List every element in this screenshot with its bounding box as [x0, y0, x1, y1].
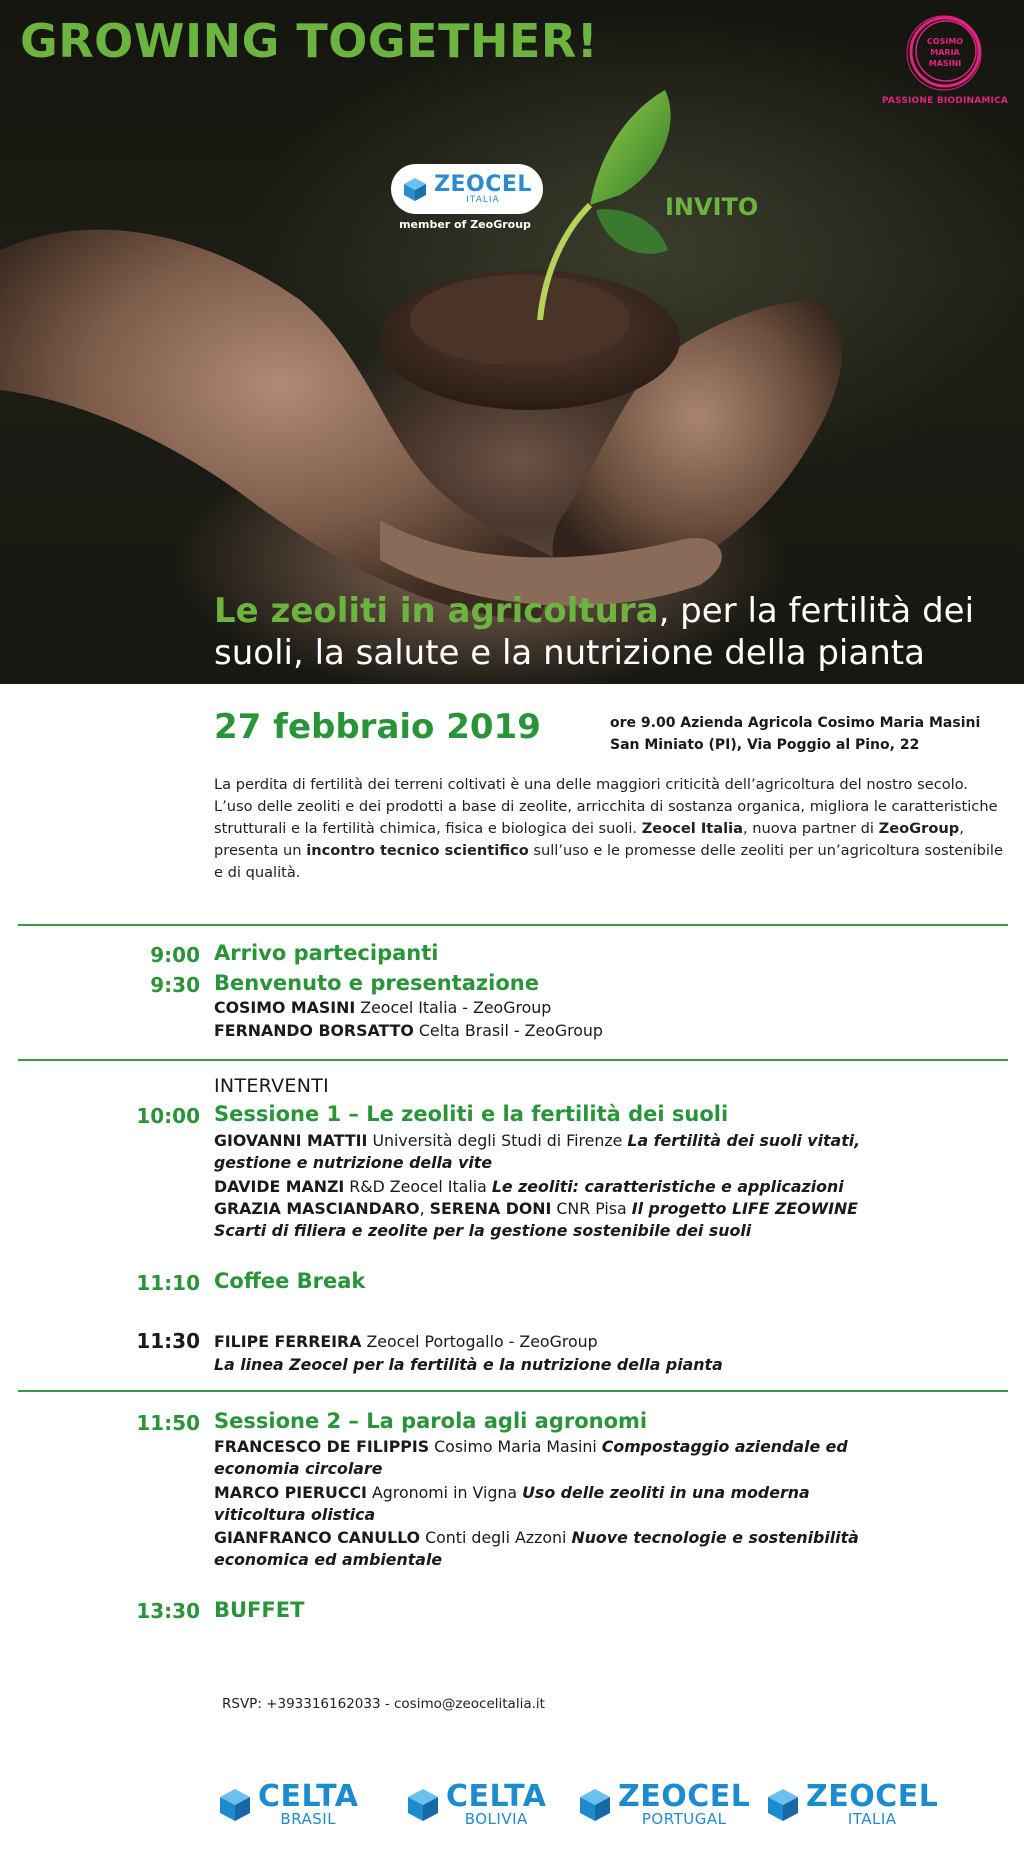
divider [18, 1390, 1008, 1392]
headline-growing-together: GROWING TOGETHER! [20, 14, 599, 68]
agenda-sessione-2: Sessione 2 – La parola agli agronomi [214, 1409, 648, 1433]
cube-icon [402, 176, 428, 202]
talk-title: La fertilità dei suoli vitati, [627, 1131, 861, 1150]
speaker-org: R&D Zeocel Italia [344, 1177, 492, 1196]
talk-title: economia circolare [214, 1459, 383, 1478]
time-1330: 13:30 [136, 1599, 200, 1623]
speaker-org: Zeocel Italia - ZeoGroup [355, 998, 552, 1017]
cube-icon [766, 1787, 800, 1823]
event-date: 27 febbraio 2019 [214, 707, 541, 747]
talk-title-line [214, 1505, 1014, 1525]
speaker-name: COSIMO MASINI [214, 998, 356, 1017]
logo-sub: ITALIA [847, 1810, 897, 1828]
logo-sub: BRASIL [280, 1810, 337, 1828]
member-of-zeogroup: member of ZeoGroup [399, 218, 531, 231]
hands-seedling-image [0, 0, 1024, 684]
intro-text-2: , nuova partner di [742, 820, 879, 837]
time-1110: 11:10 [136, 1271, 200, 1295]
speaker-line [214, 1332, 1014, 1352]
talk-title-line [214, 1459, 1014, 1479]
speaker-org: Zeocel Portogallo - ZeoGroup [361, 1332, 598, 1351]
zeocel-italia-footer-logo [766, 1779, 939, 1828]
divider [18, 924, 1008, 926]
intro-text-4: sull’uso e le promesse delle zeoliti per un’agricoltura sostenibile e di qualità. [214, 842, 1003, 881]
talk-title: Le zeoliti: caratteristiche e applicazioni [491, 1177, 844, 1196]
speaker-line [214, 1131, 1014, 1151]
celta-brasil-logo [218, 1779, 359, 1828]
speaker-name: GIOVANNI MATTII [214, 1131, 368, 1150]
speaker-name: MARCO PIERUCCI [214, 1483, 367, 1502]
zeocel-brand-name: ZEOCEL [434, 171, 532, 197]
talk-title-line [214, 1153, 1014, 1173]
celta-bolivia-logo [406, 1779, 547, 1828]
speaker-sep: , [419, 1199, 430, 1218]
passione-biodinamica-tagline: PASSIONE BIODINAMICA [881, 96, 1009, 106]
intro-paragraph [214, 774, 1004, 884]
speaker-name: DAVIDE MANZI [214, 1177, 345, 1196]
headline-part-1: , per la fertilità dei [658, 591, 975, 631]
agenda-buffet: BUFFET [214, 1598, 305, 1622]
venue-line-2: San Miniato (PI), Via Poggio al Pino, 22 [610, 737, 920, 753]
agenda-sessione-1: Sessione 1 – Le zeoliti e la fertilità dei suoli [214, 1102, 729, 1126]
talk-title: Scarti di filiera e zeolite per la gestione sostenibile dei suoli [214, 1221, 752, 1240]
partner-logos [0, 1779, 1024, 1832]
hero-banner [0, 0, 1024, 684]
logo-sub: BOLIVIA [464, 1810, 528, 1828]
talk-title: economica ed ambientale [214, 1550, 443, 1569]
event-headline [214, 590, 1014, 674]
intro-bold-zeocel: Zeocel Italia [641, 820, 743, 837]
logo-name: CELTA [258, 1779, 359, 1814]
cube-icon [578, 1787, 612, 1823]
headline-green-part: Le zeoliti in agricoltura [214, 591, 659, 631]
talk-title: Compostaggio aziendale ed [601, 1437, 848, 1456]
venue-line-1: ore 9.00 Azienda Agricola Cosimo Maria Masini [610, 715, 981, 731]
speaker-line [214, 1021, 1014, 1041]
speaker-line [214, 1199, 1014, 1219]
cube-icon [406, 1787, 440, 1823]
interventi-heading: INTERVENTI [214, 1075, 330, 1097]
invito-label: INVITO [665, 193, 759, 221]
logo-name: ZEOCEL [618, 1779, 751, 1814]
intro-bold-incontro: incontro tecnico scientifico [306, 842, 529, 859]
talk-title: viticoltura olistica [214, 1505, 376, 1524]
zeocel-italia-logo [391, 164, 543, 214]
event-venue [610, 712, 980, 756]
speaker-name: SERENA DONI [429, 1199, 552, 1218]
speaker-name: FERNANDO BORSATTO [214, 1021, 414, 1040]
agenda-coffee-break: Coffee Break [214, 1269, 366, 1293]
speaker-line [214, 998, 1014, 1018]
speaker-org: CNR Pisa [551, 1199, 632, 1218]
talk-title: Uso delle zeoliti in una moderna [522, 1483, 810, 1502]
time-0930: 9:30 [150, 973, 200, 997]
talk-title: Il progetto LIFE ZEOWINE [631, 1199, 858, 1218]
time-0900: 9:00 [150, 943, 200, 967]
time-1150: 11:50 [136, 1411, 200, 1435]
zeocel-portugal-logo [578, 1779, 751, 1828]
speaker-org: Università degli Studi di Firenze [367, 1131, 628, 1150]
speaker-name: GIANFRANCO CANULLO [214, 1528, 421, 1547]
cmm-logo-word-3: MASINI [928, 59, 962, 68]
talk-title-line [214, 1355, 1014, 1375]
time-1130: 11:30 [136, 1329, 200, 1353]
talk-title: gestione e nutrizione della vite [214, 1153, 493, 1172]
agenda-arrivo: Arrivo partecipanti [214, 941, 439, 965]
talk-title-line [214, 1550, 1014, 1570]
logo-name: ZEOCEL [806, 1779, 939, 1814]
time-1000: 10:00 [136, 1104, 200, 1128]
speaker-name: GRAZIA MASCIANDARO [214, 1199, 420, 1218]
rsvp-contact: RSVP: +393316162033 - cosimo@zeocelitalia.it [222, 1696, 545, 1712]
cmm-logo-word-1: COSIMO [926, 37, 964, 46]
speaker-name: FILIPE FERREIRA [214, 1332, 362, 1351]
zeocel-brand-sub: ITALIA [466, 194, 500, 205]
speaker-org: Celta Brasil - ZeoGroup [413, 1021, 603, 1040]
cube-icon [218, 1787, 252, 1823]
cmm-logo-word-2: MARIA [930, 48, 960, 57]
intro-bold-zeogroup: ZeoGroup [878, 820, 960, 837]
logo-name: CELTA [446, 1779, 547, 1814]
speaker-org: Agronomi in Vigna [366, 1483, 523, 1502]
speaker-org: Cosimo Maria Masini [429, 1437, 602, 1456]
cosimo-maria-masini-logo [905, 12, 985, 92]
logo-sub: PORTUGAL [641, 1810, 727, 1828]
divider [18, 1059, 1008, 1061]
speaker-line [214, 1528, 1014, 1548]
agenda-benvenuto: Benvenuto e presentazione [214, 971, 539, 995]
talk-title: Nuove tecnologie e sostenibilità [571, 1528, 859, 1547]
talk-title: La linea Zeocel per la fertilità e la nutrizione della pianta [214, 1355, 723, 1374]
headline-part-2: suoli, la salute e la nutrizione della pianta [214, 633, 925, 673]
speaker-line [214, 1483, 1014, 1503]
speaker-name: FRANCESCO DE FILIPPIS [214, 1437, 430, 1456]
speaker-org: Conti degli Azzoni [420, 1528, 572, 1547]
talk-title-line [214, 1221, 1014, 1241]
speaker-line [214, 1437, 1014, 1457]
intro-text-3: , presenta un [214, 820, 964, 859]
intro-text-1: La perdita di fertilità dei terreni coltivati è una delle maggiori criticità dell’agricoltura del nostro secolo. L’uso delle zeoliti e dei prodotti a base di zeolite, arricchita di sostanza organica, migliora le caratteristiche strutturali e la fertilità chimica, fisica e biologica dei suoli. [214, 776, 998, 837]
speaker-line [214, 1177, 1014, 1197]
